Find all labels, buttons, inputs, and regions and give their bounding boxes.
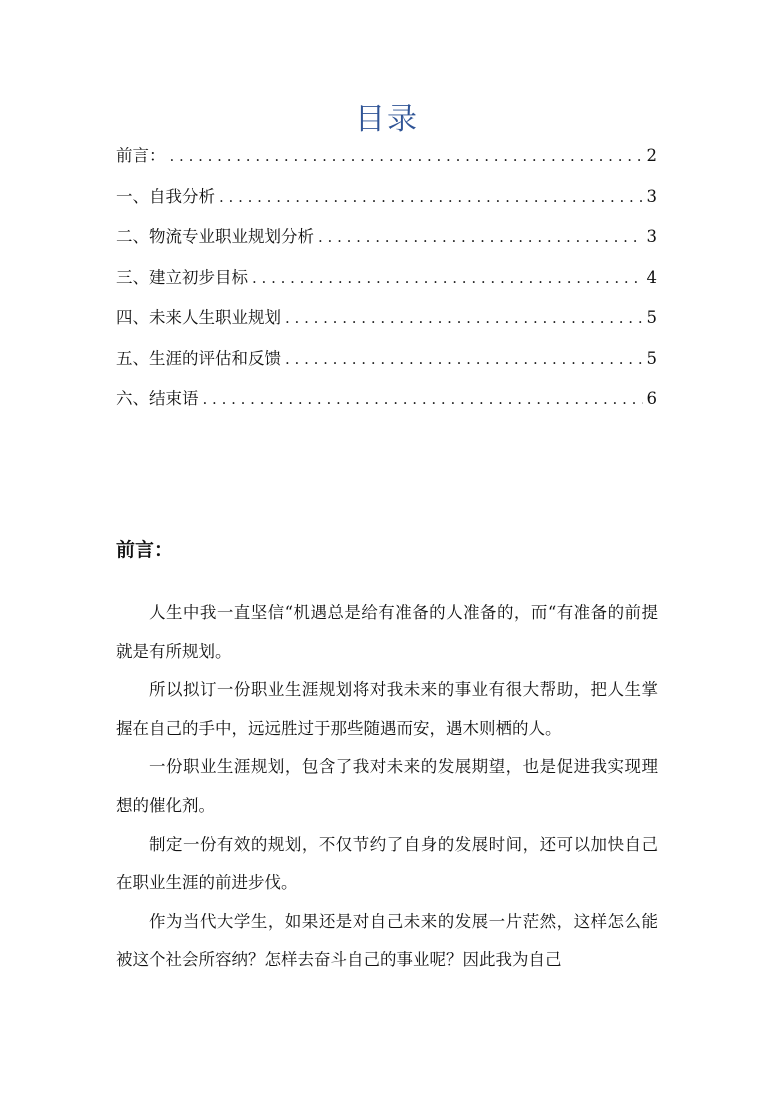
- toc-entry-page: 3: [646, 186, 657, 206]
- toc-entry-label: 五、生涯的评估和反馈: [116, 348, 281, 368]
- toc-entry[interactable]: [116, 343, 657, 384]
- toc-entry-page: 6: [646, 389, 657, 408]
- toc-leader-dots: [170, 140, 643, 172]
- toc-leader-dots: [252, 262, 643, 294]
- toc-entry[interactable]: [116, 262, 657, 303]
- paragraph: 作为当代大学生，如果还是对自己未来的发展一片茫然，这样怎么能被这个社会所容纳？怎样去奋斗自己的事业呢？因此我为自己: [116, 911, 658, 970]
- paragraph: 人生中我一直坚信“机遇总是给有准备的人准备的，而“有准备的前提就是有所规划。: [116, 603, 658, 661]
- toc-leader-dots: [285, 302, 643, 334]
- toc-entry[interactable]: [116, 181, 657, 222]
- toc-entry[interactable]: [116, 140, 657, 181]
- toc-title: 目录: [355, 102, 419, 137]
- toc-leader-dots: [203, 383, 643, 415]
- toc-leader-dots: [219, 181, 643, 213]
- toc-entry-label: 四、未来人生职业规划: [116, 308, 281, 327]
- toc-leader-dots: [285, 343, 643, 375]
- toc-entry-label: 三、建立初步目标: [116, 267, 248, 287]
- toc-entry-label: 二、物流专业职业规划分析: [116, 227, 314, 246]
- toc-entry-label: 一、自我分析: [116, 186, 215, 206]
- paragraph: 一份职业生涯规划，包含了我对未来的发展期望，也是促进我实现理想的催化剂。: [116, 757, 658, 815]
- toc-entry-page: 5: [646, 348, 657, 368]
- toc-entry[interactable]: [116, 302, 657, 343]
- toc-leader-dots: [318, 221, 643, 253]
- paragraph: 所以拟订一份职业生涯规划将对我未来的事业有很大帮助，把人生掌握在自己的手中，远远胜过于那些随遇而安，遇木则栖的人。: [116, 680, 658, 738]
- toc-entry-label: 六、结束语: [116, 389, 199, 408]
- toc-entry-label: 前言：: [116, 146, 166, 165]
- toc-entry-page: 5: [646, 308, 657, 327]
- table-of-contents: [116, 140, 657, 424]
- section-heading: 前言：: [116, 539, 174, 561]
- toc-entry-page: 2: [646, 146, 657, 165]
- toc-entry-page: 4: [646, 267, 657, 287]
- toc-entry[interactable]: [116, 221, 657, 262]
- toc-entry[interactable]: [116, 383, 657, 424]
- toc-entry-page: 3: [646, 227, 657, 246]
- paragraph: 制定一份有效的规划，不仅节约了自身的发展时间，还可以加快自己在职业生涯的前进步伐。: [116, 834, 658, 893]
- section-body: [116, 594, 658, 980]
